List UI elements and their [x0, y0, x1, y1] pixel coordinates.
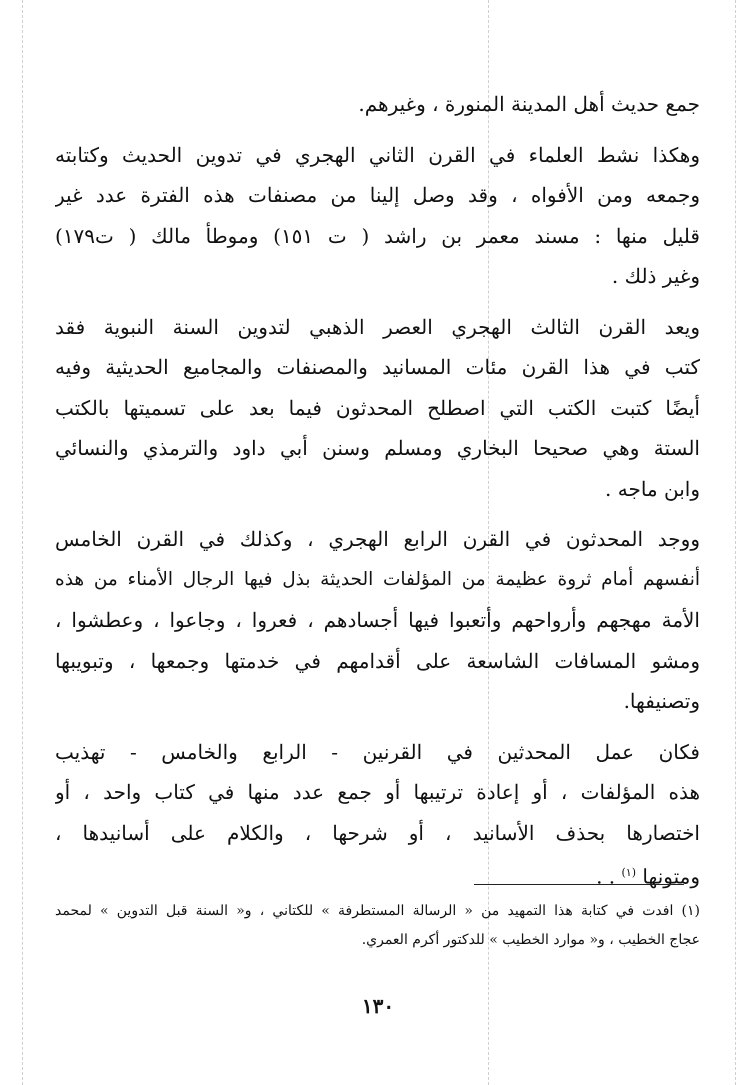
text-line: فكان عمل المحدثين في القرنين - الرابع والخامس - تهذيب: [55, 739, 700, 764]
text-line-last: [55, 853, 700, 894]
dashed-guide-right: [735, 0, 736, 1085]
footnotes: [55, 897, 700, 955]
text-line: أيضًا كتبت الكتب التي اصطلح المحدثون فيما بعد على تسميتها بالكتب: [55, 395, 700, 420]
text-line: اختصارها بحذف الأسانيد ، أو شرحها ، والكلام على أسانيدها ،: [55, 820, 700, 845]
footnote-reference: (١): [621, 866, 637, 879]
dashed-guide-left: [22, 0, 23, 1085]
footnote-line: عجاج الخطيب ، و« موارد الخطيب » للدكتور أكرم العمري.: [361, 932, 700, 948]
footnote-separator: [474, 884, 684, 885]
ellipsis: . .: [596, 864, 616, 889]
text-line: ومشو المسافات الشاسعة على أقدامهم في خدمتها وجمعها ، وتبويبها: [55, 648, 700, 673]
text-line: الأمة مهجهم وأرواحهم وأتعبوا فيها أجسادهم ، فعروا ، وجاعوا ، وعطشوا ،: [55, 608, 700, 632]
text-line: وابن ماجه .: [605, 476, 700, 501]
text-line: أنفسهم أمام ثروة عظيمة من المؤلفات الحديثة بذل فيها الرجال الأمناء من هذه: [55, 568, 700, 590]
footnote-line: (١) افدت في كتابة هذا التمهيد من « الرسالة المستطرفة » للكتاني ، و« السنة قبل التدوين » لمحمد: [55, 903, 700, 919]
text-line: وهكذا نشط العلماء في القرن الثاني الهجري في تدوين الحديث وكتابته: [55, 142, 700, 167]
text-line: هذه المؤلفات ، أو إعادة ترتيبها أو جمع عدد منها في كتاب واحد ، أو: [55, 780, 700, 804]
page-number: ١٣٠: [361, 994, 395, 1018]
text-line: وغير ذلك .: [611, 264, 700, 288]
text-line: كتب في هذا القرن مئات المسانيد والمصنفات والمجاميع الحديثية وفيه: [55, 355, 700, 379]
text-line: ويعد القرن الثالث الهجري العصر الذهبي لتدوين السنة النبوية فقد: [55, 314, 700, 339]
text-line: قليل منها : مسند معمر بن راشد ( ت ١٥١) وموطأ مالك ( ت١٧٩): [55, 223, 700, 248]
text-line: ووجد المحدثون في القرن الرابع الهجري ، وكذلك في القرن الخامس: [55, 527, 700, 551]
text-line: جمع حديث أهل المدينة المنورة ، وغيرهم.: [358, 92, 700, 116]
text-line: الستة وهي صحيحا البخاري ومسلم وسنن أبي داود والترمذي والنسائي: [55, 436, 700, 460]
text-line: وتصنيفها.: [623, 689, 700, 713]
text-line-content: ومتونها: [642, 864, 700, 889]
body-text: [55, 84, 700, 894]
text-line: وجمعه ومن الأفواه ، وقد وصل إلينا من مصنفات هذه الفترة عدد غير: [55, 183, 700, 207]
